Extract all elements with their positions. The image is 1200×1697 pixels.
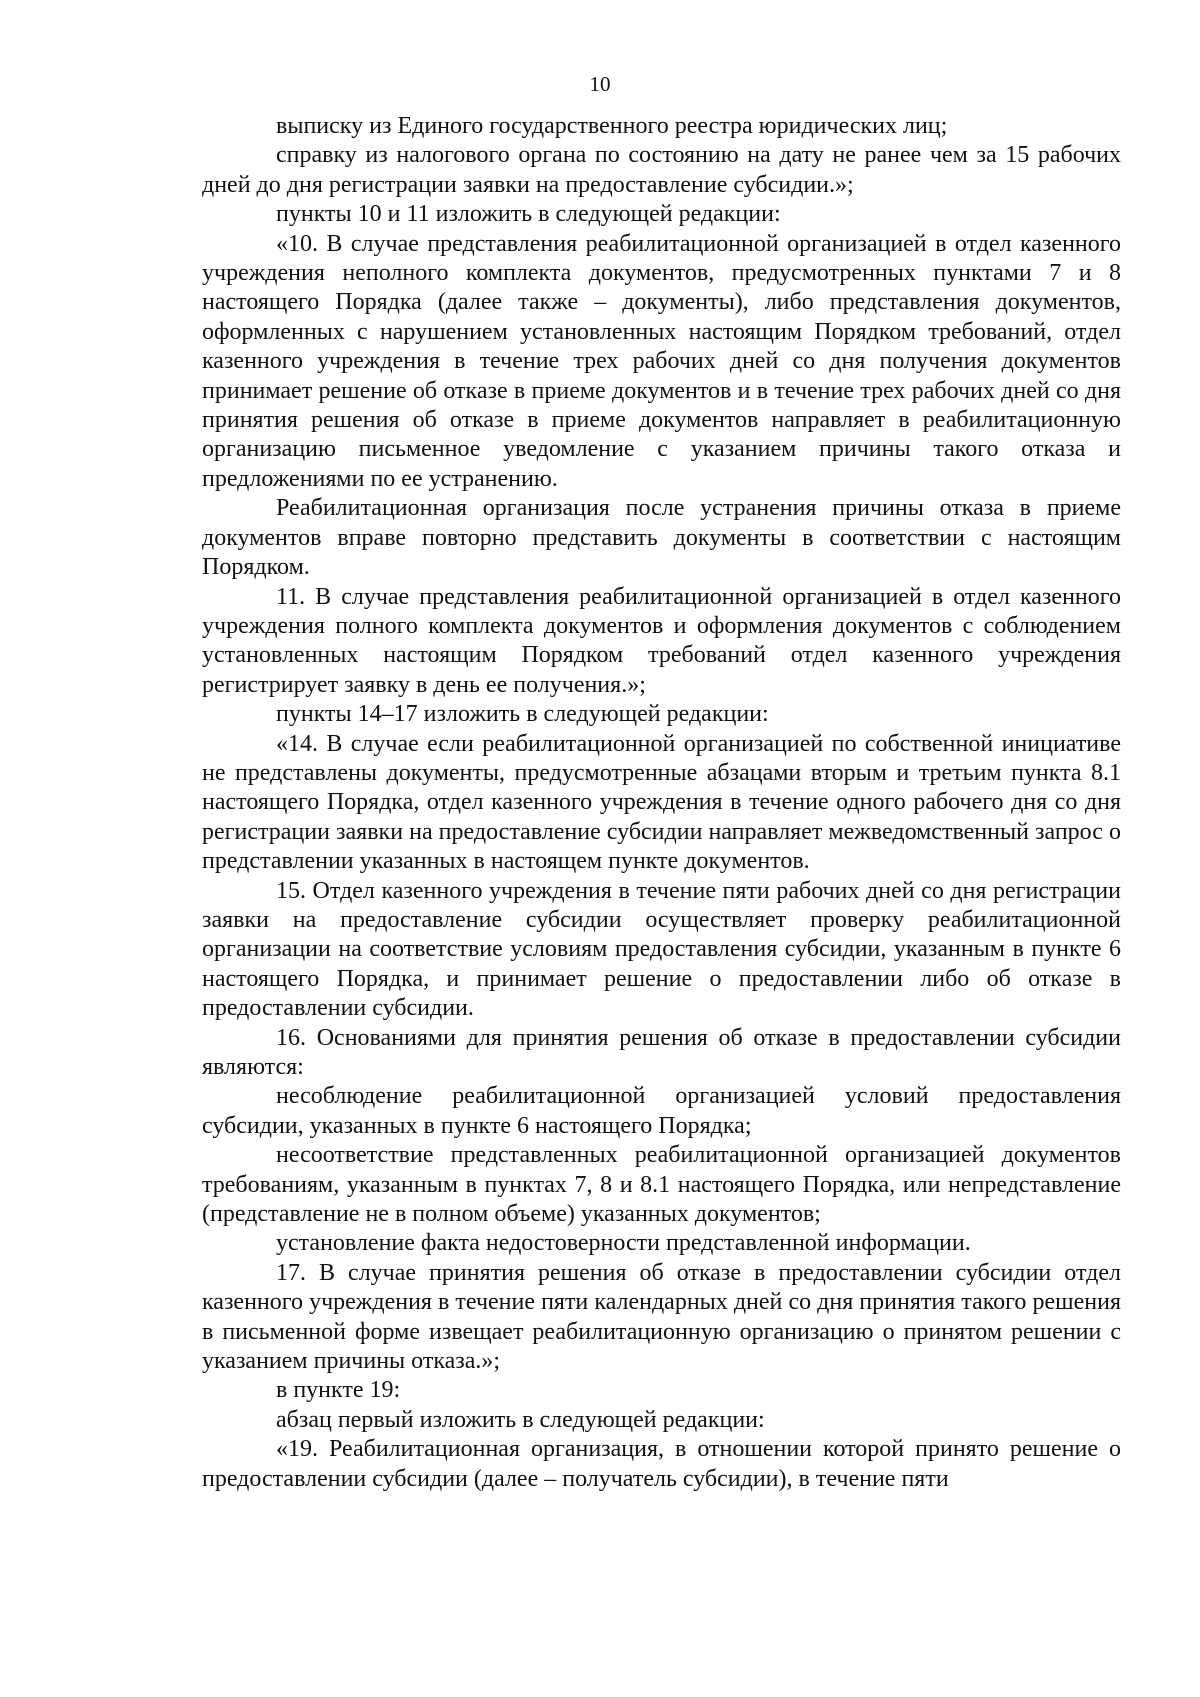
paragraph: «19. Реабилитационная организация, в отношении которой принято решение о предоставлении субсидии (далее – получатель субсидии), в течение пяти [202,1436,1121,1492]
paragraph: 17. В случае принятия решения об отказе в предоставлении субсидии отдел казенного учреждения в течение пяти календарных дней со дня принятия такого решения в письменной форме извещает реабилитационную организацию о принятом решении с указанием причины отказа.»; [202,1259,1121,1375]
paragraph: 15. Отдел казенного учреждения в течение пяти рабочих дней со дня регистрации заявки на предоставление субсидии осуществляет проверку реабилитационной организации на соответствие условиям предоставления субсидии, указанным в пункте 6 настоящего Порядка, и принимает решение о предоставлении либо об отказе в предоставлении субсидии. [202,877,1121,1022]
paragraph: в пункте 19: [276,1377,401,1404]
paragraph: «10. В случае представления реабилитационной организацией в отдел казенного учреждения неполного комплекта документов, предусмотренных пунктами 7 и 8 настоящего Порядка (далее также – документы), либо представления документов, оформленных с нарушением установленных настоящим Порядком требований, отдел казенного учреждения в течение трех рабочих дней со дня получения документов принимает решение об отказе в приеме документов и в течение трех рабочих дней со дня принятия решения об отказе в приеме документов направляет в реабилитационную организацию письменное уведомление с указанием причины такого отказа и предложениями по ее устранению. [202,230,1121,492]
paragraph: абзац первый изложить в следующей редакции: [276,1406,765,1433]
paragraph: пункты 10 и 11 изложить в следующей редакции: [276,201,781,228]
paragraph: справку из налогового органа по состоянию на дату не ранее чем за 15 рабочих дней до дня регистрации заявки на предоставление субсидии.»; [202,142,1121,198]
paragraph: несоответствие представленных реабилитационной организацией документов требованиям, указанным в пунктах 7, 8 и 8.1 настоящего Порядка, или непредставление (представление не в полном объеме) указанных документов; [202,1142,1121,1228]
paragraph: выписку из Единого государственного реестра юридических лиц; [276,113,948,139]
page-number: 10 [589,72,611,96]
paragraph: пункты 14–17 изложить в следующей редакции: [276,701,769,728]
paragraph: «14. В случае если реабилитационной организацией по собственной инициативе не представлены документы, предусмотренные абзацами вторым и третьим пункта 8.1 настоящего Порядка, отдел казенного учреждения в течение одного рабочего дня со дня регистрации заявки на предоставление субсидии направляет межведомственный запрос о представлении указанных в настоящем пункте документов. [202,730,1121,875]
paragraph: Реабилитационная организация после устранения причины отказа в приеме документов вправе повторно представить документы в соответствии с настоящим Порядком. [202,495,1121,581]
paragraph: 16. Основаниями для принятия решения об отказе в предоставлении субсидии являются: [202,1024,1121,1080]
paragraph: несоблюдение реабилитационной организацией условий предоставления субсидии, указанных в пункте 6 настоящего Порядка; [202,1083,1121,1139]
document-body [202,112,1121,1494]
paragraph: установление факта недостоверности представленной информации. [276,1230,971,1257]
paragraph: 11. В случае представления реабилитационной организацией в отдел казенного учреждения полного комплекта документов и оформления документов с соблюдением установленных настоящим Порядком требований отдел казенного учреждения регистрирует заявку в день ее получения.»; [202,583,1121,698]
